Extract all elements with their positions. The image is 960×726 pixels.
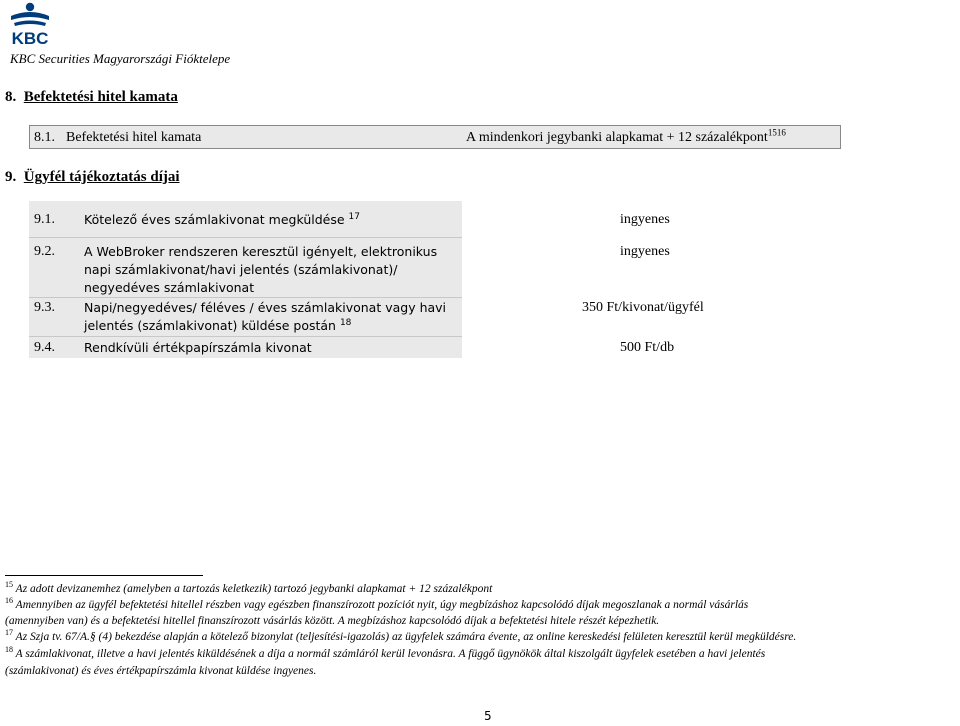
- footnote-18: $^{18}$ A számlakivonat, illetve a havi jelentés kiküldésének a díja a normál számláról kerül levonásra. A függő ügynökök által kiszolgált ügyfelek esetében a havi jelentés: [5, 645, 766, 660]
- section-8-title: Befektetési hitel kamata: [23, 89, 178, 105]
- row-label-line: negyedéves számlakivonat: [84, 280, 255, 295]
- row-8-1-number: 8.1.: [34, 130, 55, 145]
- section-8-table: [29, 125, 841, 149]
- section-9-heading: [5, 169, 180, 186]
- footnote-18-cont: (számlakivonat) és éves értékpapírszámla kivonat küldése ingyenes.: [5, 665, 317, 677]
- footnote-17: $^{17}$ Az Szja tv. 67/A.§ (4) bekezdése alapján a kötelező bizonylat (teljesítési-igazolás) az ügyfelek számára évente, az online kereskedési felületen keresztül kerül megküldésre.: [5, 628, 797, 643]
- row-value: 500 Ft/db: [620, 340, 675, 355]
- row-label-line: Napi/negyedéves/ féléves / éves számlakivonat vagy havi: [84, 300, 447, 315]
- row-label-line: jelentés (számlakivonat) küldése postán $^{18}$: [84, 317, 352, 333]
- subsidiary-name: KBC Securities Magyarországi Fióktelepe: [10, 51, 231, 66]
- footnote-16: $^{16}$ Amennyiben az ügyfél befektetési hitellel részben vagy egészben finanszírozott pozíciót nyit, úgy megbízáshoz kapcsolódó díjak megoszlanak a normál vásárlás: [5, 596, 749, 611]
- row-label-line: Rendkívüli értékpapírszámla kivonat: [84, 340, 312, 355]
- row-number: 9.1.: [34, 212, 55, 227]
- row-divider: [29, 336, 462, 337]
- footnote-16-cont: (amennyiben van) és a befektetési hitellel finanszírozott vásárlás között. A megbízáshoz kapcsolódó díjak a befektetési hitele részét képezhetik.: [5, 615, 660, 627]
- kbc-logo: [5, 2, 55, 48]
- row-number: 9.2.: [34, 244, 55, 259]
- row-8-1-label: Befektetési hitel kamata: [66, 130, 202, 145]
- logo-text: KBC: [11, 29, 49, 48]
- row-value: ingyenes: [620, 212, 670, 227]
- row-divider: [29, 297, 462, 298]
- footnote-separator: [5, 575, 203, 576]
- section-9-number: 9.: [5, 169, 17, 185]
- row-label-line: napi számlakivonat/havi jelentés (számlakivonat)/: [84, 262, 398, 277]
- row-value: ingyenes: [620, 244, 670, 259]
- section-8-heading: [5, 89, 178, 106]
- section-8-number: 8.: [5, 89, 17, 105]
- section-9-title: Ügyfél tájékoztatás díjai: [23, 169, 180, 185]
- row-8-1-value: A mindenkori jegybanki alapkamat + 12 százalékpont$^{1516}$: [466, 127, 786, 145]
- row-number: 9.3.: [34, 300, 55, 315]
- row-divider: [29, 237, 462, 238]
- row-number: 9.4.: [34, 340, 55, 355]
- row-value: 350 Ft/kivonat/ügyfél: [582, 300, 704, 315]
- page-number: 5: [484, 709, 492, 723]
- row-label: Kötelező éves számlakivonat megküldése $^{17}$: [84, 211, 360, 227]
- footnote-15: $^{15}$ Az adott devizanemhez (amelyben a tartozás keletkezik) tartozó jegybanki alapkamat + 12 százalékpont: [5, 580, 493, 595]
- row-label-line: A WebBroker rendszeren keresztül igényelt, elektronikus: [84, 244, 438, 259]
